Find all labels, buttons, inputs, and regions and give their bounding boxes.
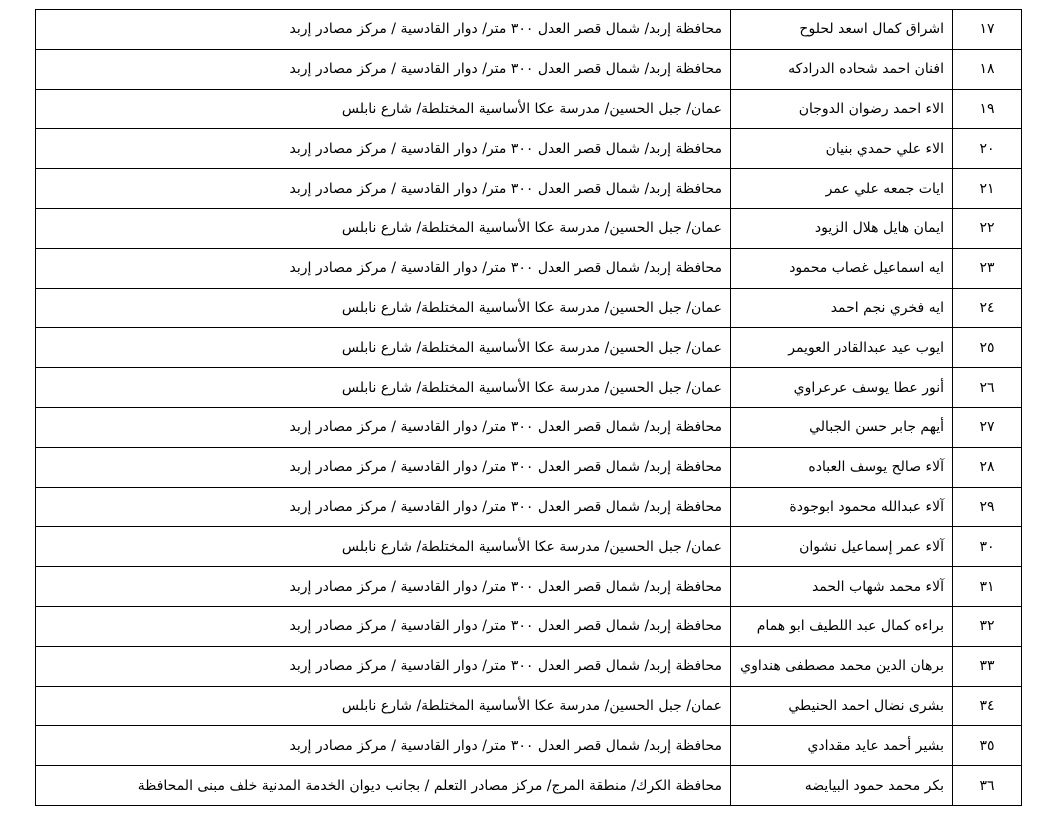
exam-location: محافظة إربد/ شمال قصر العدل ٣٠٠ متر/ دوار القادسية / مركز مصادر إربد	[36, 169, 731, 209]
row-number: ٣١	[953, 567, 1022, 607]
table-row	[36, 766, 1022, 806]
row-number: ٢٨	[953, 447, 1022, 487]
exam-location: محافظة إربد/ شمال قصر العدل ٣٠٠ متر/ دوار القادسية / مركز مصادر إربد	[36, 646, 731, 686]
row-number: ١٨	[953, 49, 1022, 89]
person-name: بشير أحمد عايد مقدادي	[731, 726, 953, 766]
table-row	[36, 49, 1022, 89]
person-name: ايوب عيد عبدالقادر العويمر	[731, 328, 953, 368]
row-number: ٢٣	[953, 248, 1022, 288]
person-name: الاء علي حمدي بنيان	[731, 129, 953, 169]
exam-location: محافظة إربد/ شمال قصر العدل ٣٠٠ متر/ دوار القادسية / مركز مصادر إربد	[36, 129, 731, 169]
exam-location: عمان/ جبل الحسين/ مدرسة عكا الأساسية المختلطة/ شارع نابلس	[36, 208, 731, 248]
row-number: ٣٣	[953, 646, 1022, 686]
row-number: ٢١	[953, 169, 1022, 209]
exam-location: عمان/ جبل الحسين/ مدرسة عكا الأساسية المختلطة/ شارع نابلس	[36, 686, 731, 726]
exam-location: محافظة إربد/ شمال قصر العدل ٣٠٠ متر/ دوار القادسية / مركز مصادر إربد	[36, 606, 731, 646]
table-row	[36, 10, 1022, 50]
table-row	[36, 606, 1022, 646]
row-number: ٣٥	[953, 726, 1022, 766]
row-number: ٣٤	[953, 686, 1022, 726]
exam-location: محافظة إربد/ شمال قصر العدل ٣٠٠ متر/ دوار القادسية / مركز مصادر إربد	[36, 407, 731, 447]
person-name: ايه فخري نجم احمد	[731, 288, 953, 328]
roster-body	[36, 10, 1022, 806]
row-number: ٢٢	[953, 208, 1022, 248]
exam-location: عمان/ جبل الحسين/ مدرسة عكا الأساسية المختلطة/ شارع نابلس	[36, 328, 731, 368]
table-row	[36, 248, 1022, 288]
table-row	[36, 487, 1022, 527]
person-name: ايات جمعه علي عمر	[731, 169, 953, 209]
row-number: ٢٠	[953, 129, 1022, 169]
row-number: ٢٤	[953, 288, 1022, 328]
person-name: افنان احمد شحاده الدرادكه	[731, 49, 953, 89]
person-name: أيهم جابر حسن الجبالي	[731, 407, 953, 447]
table-row	[36, 407, 1022, 447]
person-name: براءه كمال عبد اللطيف ابو همام	[731, 606, 953, 646]
exam-location: محافظة إربد/ شمال قصر العدل ٣٠٠ متر/ دوار القادسية / مركز مصادر إربد	[36, 10, 731, 50]
table-row	[36, 567, 1022, 607]
exam-location: محافظة إربد/ شمال قصر العدل ٣٠٠ متر/ دوار القادسية / مركز مصادر إربد	[36, 567, 731, 607]
person-name: اشراق كمال اسعد لحلوح	[731, 10, 953, 50]
exam-location: عمان/ جبل الحسين/ مدرسة عكا الأساسية المختلطة/ شارع نابلس	[36, 89, 731, 129]
row-number: ٣٠	[953, 527, 1022, 567]
person-name: ايمان هايل هلال الزيود	[731, 208, 953, 248]
person-name: آلاء محمد شهاب الحمد	[731, 567, 953, 607]
person-name: الاء احمد رضوان الدوجان	[731, 89, 953, 129]
table-row	[36, 646, 1022, 686]
table-row	[36, 447, 1022, 487]
row-number: ٢٥	[953, 328, 1022, 368]
exam-location: محافظة إربد/ شمال قصر العدل ٣٠٠ متر/ دوار القادسية / مركز مصادر إربد	[36, 726, 731, 766]
exam-location: محافظة إربد/ شمال قصر العدل ٣٠٠ متر/ دوار القادسية / مركز مصادر إربد	[36, 447, 731, 487]
table-row	[36, 527, 1022, 567]
table-row	[36, 686, 1022, 726]
row-number: ١٩	[953, 89, 1022, 129]
table-row	[36, 129, 1022, 169]
exam-location: محافظة إربد/ شمال قصر العدل ٣٠٠ متر/ دوار القادسية / مركز مصادر إربد	[36, 49, 731, 89]
row-number: ٣٦	[953, 766, 1022, 806]
exam-location: عمان/ جبل الحسين/ مدرسة عكا الأساسية المختلطة/ شارع نابلس	[36, 527, 731, 567]
exam-location: عمان/ جبل الحسين/ مدرسة عكا الأساسية المختلطة/ شارع نابلس	[36, 368, 731, 408]
person-name: بشرى نضال احمد الحنيطي	[731, 686, 953, 726]
table-row	[36, 288, 1022, 328]
table-row	[36, 208, 1022, 248]
row-number: ١٧	[953, 10, 1022, 50]
row-number: ٢٦	[953, 368, 1022, 408]
person-name: آلاء عمر إسماعيل نشوان	[731, 527, 953, 567]
exam-location: محافظة إربد/ شمال قصر العدل ٣٠٠ متر/ دوار القادسية / مركز مصادر إربد	[36, 248, 731, 288]
table-row	[36, 89, 1022, 129]
person-name: آلاء صالح يوسف العباده	[731, 447, 953, 487]
person-name: آلاء عبدالله محمود ابوجودة	[731, 487, 953, 527]
row-number: ٢٩	[953, 487, 1022, 527]
person-name: بكر محمد حمود البيايضه	[731, 766, 953, 806]
person-name: برهان الدين محمد مصطفى هنداوي	[731, 646, 953, 686]
table-row	[36, 169, 1022, 209]
row-number: ٢٧	[953, 407, 1022, 447]
table-row	[36, 726, 1022, 766]
exam-location: محافظة إربد/ شمال قصر العدل ٣٠٠ متر/ دوار القادسية / مركز مصادر إربد	[36, 487, 731, 527]
person-name: ايه اسماعيل غصاب محمود	[731, 248, 953, 288]
exam-location: محافظة الكرك/ منطقة المرج/ مركز مصادر التعلم / بجانب ديوان الخدمة المدنية خلف مبنى المحافظة	[36, 766, 731, 806]
person-name: أنور عطا يوسف عرعراوي	[731, 368, 953, 408]
row-number: ٣٢	[953, 606, 1022, 646]
roster-table	[35, 9, 1022, 806]
exam-location: عمان/ جبل الحسين/ مدرسة عكا الأساسية المختلطة/ شارع نابلس	[36, 288, 731, 328]
table-row	[36, 328, 1022, 368]
table-row	[36, 368, 1022, 408]
